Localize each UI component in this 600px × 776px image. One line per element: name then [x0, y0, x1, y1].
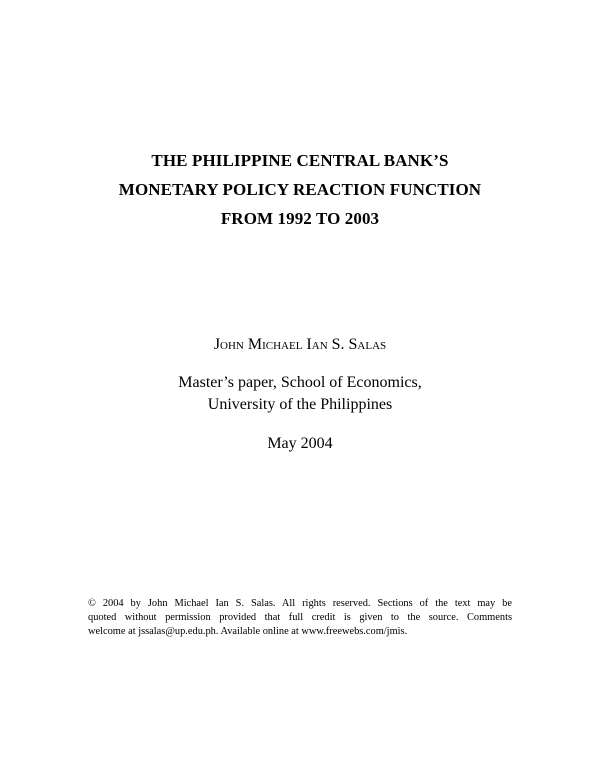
affiliation-line-2: University of the Philippines [207, 396, 393, 413]
paper-title [0, 146, 600, 233]
copyright-notice [88, 597, 512, 639]
title-line-1: THE PHILIPPINE CENTRAL BANK’S [151, 151, 449, 170]
publication-date: May 2004 [267, 435, 333, 452]
affiliation [0, 372, 600, 416]
title-line-2: MONETARY POLICY REACTION FUNCTION [118, 180, 482, 199]
copyright-line-1: © 2004 by John Michael Ian S. Salas. All rights reserved. Sections of the text may be [88, 598, 512, 609]
author-name: John Michael Ian S. Salas [213, 336, 387, 353]
copyright-line-3: welcome at jssalas@up.edu.ph. Available online at www.freewebs.com/jmis. [88, 626, 408, 637]
title-line-3: FROM 1992 TO 2003 [220, 209, 380, 228]
copyright-line-2: quoted without permission provided that full credit is given to the source. Comments [88, 612, 512, 623]
affiliation-line-1: Master’s paper, School of Economics, [178, 374, 422, 391]
